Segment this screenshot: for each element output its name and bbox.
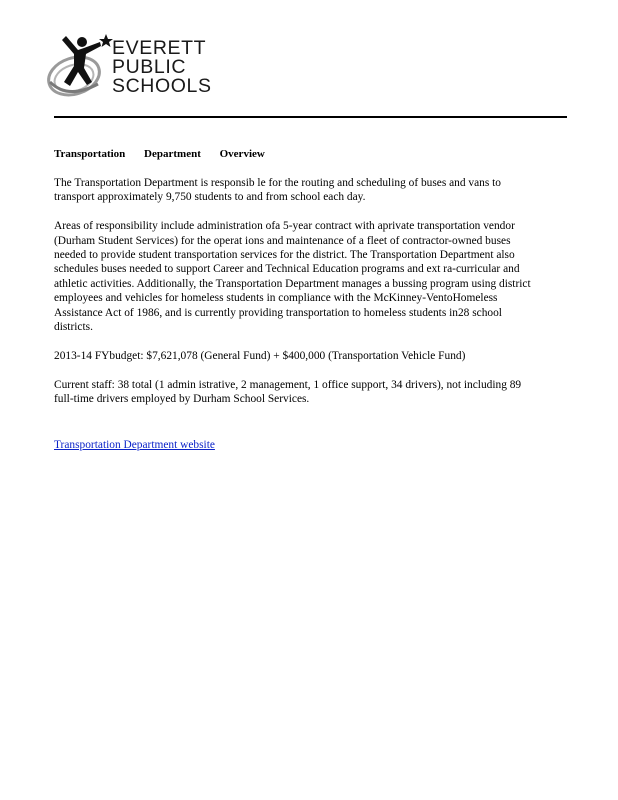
- logo-line-schools: SCHOOLS: [112, 75, 212, 97]
- department-website-link[interactable]: Transportation Department website: [54, 439, 215, 451]
- paragraph-budget: 2013-14 FYbudget: $7,621,078 (General Fund) + $400,000 (Transportation Vehicle Fund): [54, 349, 466, 362]
- paragraph-staff: Current staff: 38 total (1 admin istrative, 2 management, 1 office support, 34 drivers), not including 89 full-time drivers employed by Durham School Services.: [54, 378, 522, 406]
- document-body: [54, 176, 534, 406]
- paragraph-overview: The Transportation Department is responsib le for the routing and scheduling of buses and vans to transport approximately 9,750 students to and from school each day.: [54, 177, 502, 204]
- district-name: [112, 39, 212, 96]
- logo-line-public: PUBLIC: [112, 56, 187, 78]
- logo-line-everett: EVERETT: [112, 37, 207, 59]
- district-logo: [44, 30, 224, 106]
- header-divider: [54, 116, 567, 118]
- runner-with-star-and-globe-icon: [44, 30, 114, 106]
- page-title: Transportation Department Overview: [54, 148, 265, 160]
- paragraph-responsibilities: Areas of responsibility include administration ofa 5-year contract with aprivate transportation vendor (Durham Student Services) for the operat ions and maintenance of a fleet of contractor-owned buses needed to provide student transportation services for the district. The Transportation Department also schedules buses needed to support Career and Technical Education programs and ext ra-curricular and athletic activities. Additionally, the Transportation Department manages a bussing program using district employees and vehicles for homeless students in compliance with the McKinney-VentoHomeless Assistance Act of 1986, and is currently providing transportation to homeless students in28 school districts.: [54, 220, 531, 334]
